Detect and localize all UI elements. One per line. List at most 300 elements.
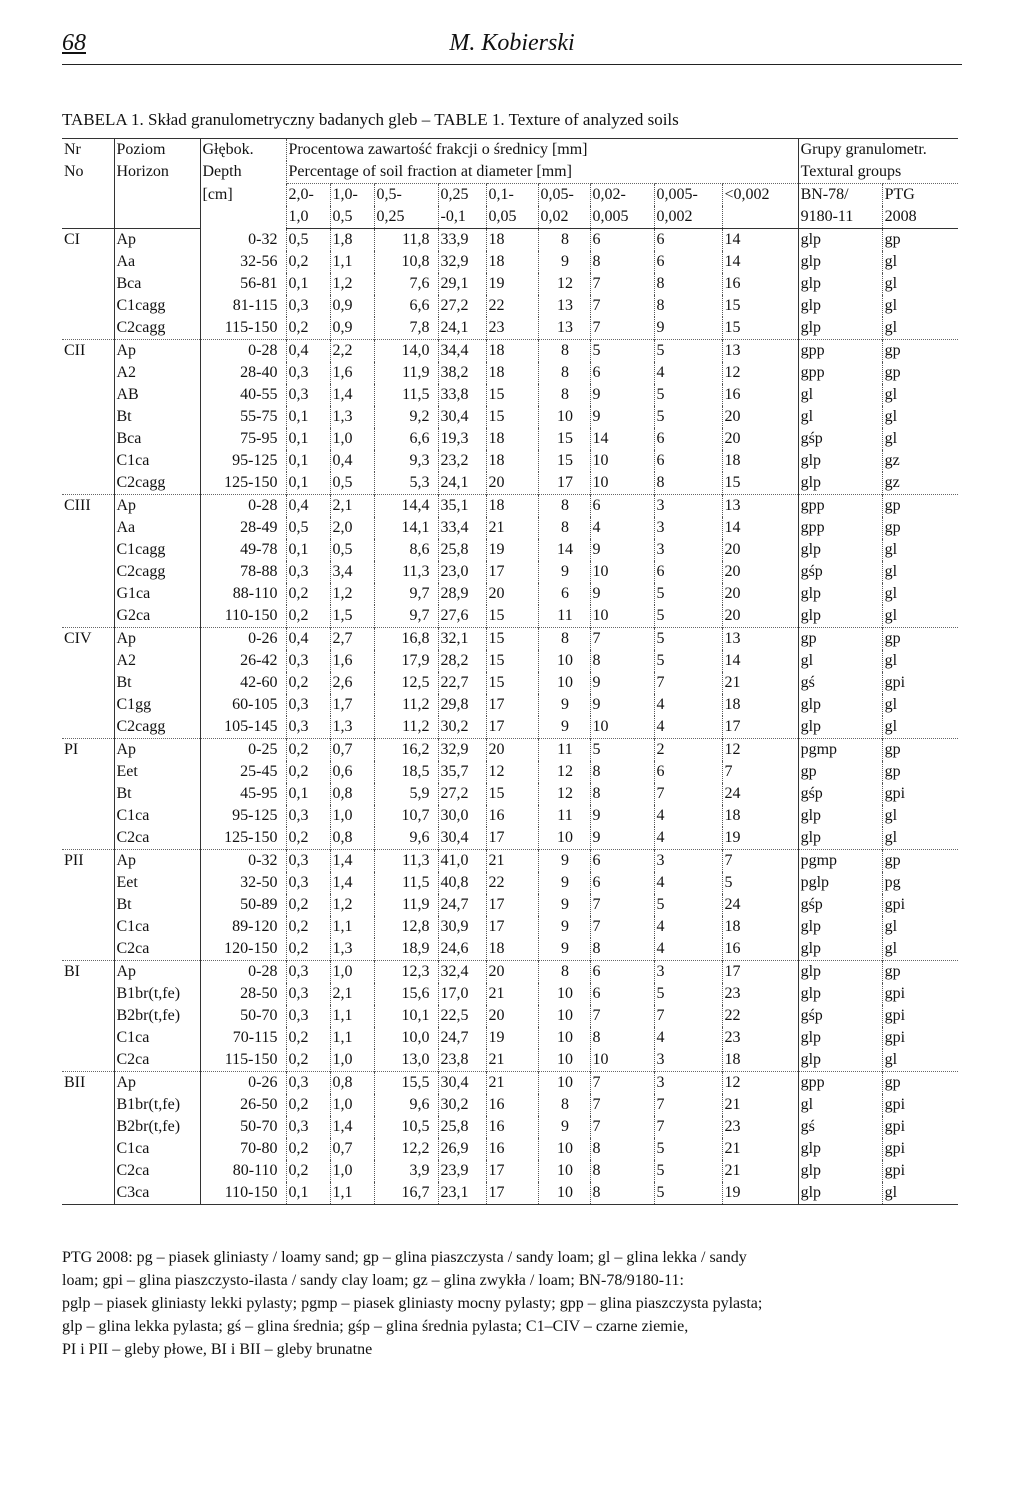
fraction-cell: 23,1 xyxy=(438,1182,486,1205)
profile-id-cell: PII xyxy=(62,850,114,873)
profile-id-cell xyxy=(62,983,114,1005)
page-header xyxy=(62,28,962,65)
table-row xyxy=(62,251,958,273)
depth-cell: 42-60 xyxy=(200,672,286,694)
fraction-cell: 10 xyxy=(538,983,590,1005)
fraction-cell: 4 xyxy=(654,362,722,384)
fraction-cell: 20 xyxy=(486,961,538,984)
fraction-cell: 0,2 xyxy=(286,827,330,850)
horizon-cell: Bt xyxy=(114,406,200,428)
horizon-cell: C2cagg xyxy=(114,716,200,739)
fraction-cell: 0,7 xyxy=(330,739,374,762)
fraction-cell: 0,2 xyxy=(286,251,330,273)
fraction-cell: 13 xyxy=(722,628,798,651)
fraction-cell: 14,4 xyxy=(374,495,438,518)
fraction-cell: 4 xyxy=(590,517,654,539)
fraction-cell: 1,1 xyxy=(330,1182,374,1205)
fraction-cell: 10,0 xyxy=(374,1027,438,1049)
fraction-cell: 0,3 xyxy=(286,1005,330,1027)
horizon-cell: C2cagg xyxy=(114,561,200,583)
group-cell: glp xyxy=(798,983,882,1005)
fraction-cell: 1,1 xyxy=(330,916,374,938)
table-row xyxy=(62,1094,958,1116)
group-cell: gl xyxy=(882,1049,958,1072)
fraction-cell: 8 xyxy=(538,961,590,984)
fraction-cell: 16,8 xyxy=(374,628,438,651)
fraction-cell: 0,8 xyxy=(330,1072,374,1095)
fraction-cell: 17,9 xyxy=(374,650,438,672)
group-cell: gl xyxy=(882,384,958,406)
fraction-cell: 0,2 xyxy=(286,317,330,340)
depth-cell: 50-70 xyxy=(200,1005,286,1027)
fraction-cell: 0,5 xyxy=(286,517,330,539)
fraction-cell: 33,8 xyxy=(438,384,486,406)
fraction-cell: 7 xyxy=(590,628,654,651)
depth-cell: 81-115 xyxy=(200,295,286,317)
group-cell: gś xyxy=(798,1116,882,1138)
fraction-cell: 0,3 xyxy=(286,983,330,1005)
fraction-cell: 18 xyxy=(486,229,538,252)
fraction-cell: 3 xyxy=(654,1072,722,1095)
fraction-cell: 30,4 xyxy=(438,406,486,428)
fraction-cell: 41,0 xyxy=(438,850,486,873)
depth-cell: 0-28 xyxy=(200,961,286,984)
fraction-cell: 10 xyxy=(590,472,654,495)
fraction-cell: 9 xyxy=(654,317,722,340)
depth-cell: 32-56 xyxy=(200,251,286,273)
depth-cell: 45-95 xyxy=(200,783,286,805)
fraction-cell: 15 xyxy=(486,384,538,406)
profile-id-cell xyxy=(62,561,114,583)
group-cell: gl xyxy=(798,406,882,428)
group-cell: gś xyxy=(798,672,882,694)
fraction-cell: 8,6 xyxy=(374,539,438,561)
fraction-cell: 11,2 xyxy=(374,716,438,739)
group-cell: gl xyxy=(882,650,958,672)
fraction-cell: 1,3 xyxy=(330,938,374,961)
fraction-cell: 3 xyxy=(654,539,722,561)
header-fraction-title: Percentage of soil fraction at diameter [mm] xyxy=(286,161,798,184)
fraction-cell: 7 xyxy=(590,916,654,938)
fraction-cell: 10,5 xyxy=(374,1116,438,1138)
horizon-cell: Ap xyxy=(114,229,200,252)
fraction-cell: 13 xyxy=(538,317,590,340)
profile-id-cell: CIII xyxy=(62,495,114,518)
group-cell: gp xyxy=(798,628,882,651)
table-row xyxy=(62,628,958,651)
group-cell: gpp xyxy=(798,495,882,518)
fraction-cell: 5 xyxy=(590,340,654,363)
horizon-cell: Aa xyxy=(114,517,200,539)
fraction-cell: 8 xyxy=(654,273,722,295)
fraction-cell: 5 xyxy=(654,406,722,428)
fraction-cell: 0,2 xyxy=(286,1027,330,1049)
group-cell: gpi xyxy=(882,1094,958,1116)
group-cell: gl xyxy=(882,1182,958,1205)
depth-cell: 75-95 xyxy=(200,428,286,450)
group-cell: gpi xyxy=(882,1005,958,1027)
profile-id-cell xyxy=(62,428,114,450)
table-row xyxy=(62,694,958,716)
fraction-cell: 17 xyxy=(486,894,538,916)
header-fraction: 0,25 xyxy=(438,184,486,207)
depth-cell: 80-110 xyxy=(200,1160,286,1182)
table-row xyxy=(62,894,958,916)
group-cell: glp xyxy=(798,1160,882,1182)
header-groups-title: Grupy granulometr. xyxy=(798,139,958,162)
fraction-cell: 21 xyxy=(722,1094,798,1116)
fraction-cell: 0,3 xyxy=(286,872,330,894)
fraction-cell: 13 xyxy=(722,495,798,518)
group-cell: gpi xyxy=(882,783,958,805)
fraction-cell: 8 xyxy=(590,1182,654,1205)
group-cell: gl xyxy=(882,916,958,938)
fraction-cell: 27,2 xyxy=(438,295,486,317)
fraction-cell: 12,3 xyxy=(374,961,438,984)
fraction-cell: 12,5 xyxy=(374,672,438,694)
group-cell: gpi xyxy=(882,1138,958,1160)
group-cell: gl xyxy=(798,384,882,406)
depth-cell: 0-28 xyxy=(200,495,286,518)
fraction-cell: 1,1 xyxy=(330,251,374,273)
fraction-cell: 20 xyxy=(722,583,798,605)
fraction-cell: 20 xyxy=(722,406,798,428)
header-horizon: Poziom xyxy=(114,139,200,162)
fraction-cell: 18 xyxy=(722,805,798,827)
group-cell: glp xyxy=(798,938,882,961)
fraction-cell: 8 xyxy=(538,229,590,252)
fraction-cell: 14 xyxy=(722,251,798,273)
profile-id-cell xyxy=(62,894,114,916)
table-row xyxy=(62,1005,958,1027)
fraction-cell: 5 xyxy=(654,384,722,406)
fraction-cell: 30,2 xyxy=(438,716,486,739)
fraction-cell: 1,2 xyxy=(330,894,374,916)
profile-id-cell xyxy=(62,872,114,894)
header-fraction: 0,02 xyxy=(538,206,590,229)
horizon-cell: Ap xyxy=(114,340,200,363)
fraction-cell: 0,1 xyxy=(286,539,330,561)
fraction-cell: 30,0 xyxy=(438,805,486,827)
fraction-cell: 9 xyxy=(538,850,590,873)
horizon-cell: C3ca xyxy=(114,1182,200,1205)
horizon-cell: B1br(t,fe) xyxy=(114,983,200,1005)
fraction-cell: 0,1 xyxy=(286,472,330,495)
fraction-cell: 16 xyxy=(486,1138,538,1160)
fraction-cell: 9,3 xyxy=(374,450,438,472)
group-cell: glp xyxy=(798,1138,882,1160)
depth-cell: 78-88 xyxy=(200,561,286,583)
depth-cell: 26-42 xyxy=(200,650,286,672)
group-cell: gl xyxy=(882,273,958,295)
table-row xyxy=(62,583,958,605)
fraction-cell: 23 xyxy=(722,1116,798,1138)
fraction-cell: 0,6 xyxy=(330,761,374,783)
fraction-cell: 1,0 xyxy=(330,961,374,984)
fraction-cell: 3 xyxy=(654,850,722,873)
header-fraction: 2,0- xyxy=(286,184,330,207)
group-cell: glp xyxy=(798,295,882,317)
fraction-cell: 17,0 xyxy=(438,983,486,1005)
fraction-cell: 5 xyxy=(722,872,798,894)
fraction-cell: 1,5 xyxy=(330,605,374,628)
group-cell: gl xyxy=(882,694,958,716)
fraction-cell: 0,5 xyxy=(330,539,374,561)
depth-cell: 0-32 xyxy=(200,850,286,873)
header-group-standard: 2008 xyxy=(882,206,958,229)
depth-cell: 0-26 xyxy=(200,1072,286,1095)
fraction-cell: 10 xyxy=(538,1160,590,1182)
fraction-cell: 16,7 xyxy=(374,1182,438,1205)
group-cell: pg xyxy=(882,872,958,894)
group-cell: gśp xyxy=(798,1005,882,1027)
table-row xyxy=(62,406,958,428)
header-group-standard: 9180-11 xyxy=(798,206,882,229)
fraction-cell: 18 xyxy=(486,495,538,518)
fraction-cell: 2,1 xyxy=(330,983,374,1005)
group-cell: gpi xyxy=(882,1160,958,1182)
fraction-cell: 32,9 xyxy=(438,251,486,273)
fraction-cell: 0,3 xyxy=(286,805,330,827)
fraction-cell: 4 xyxy=(654,694,722,716)
fraction-cell: 0,2 xyxy=(286,1049,330,1072)
header-nr: Nr xyxy=(62,139,114,162)
fraction-cell: 0,5 xyxy=(286,229,330,252)
table-row xyxy=(62,1049,958,1072)
fraction-cell: 7 xyxy=(654,672,722,694)
depth-cell: 105-145 xyxy=(200,716,286,739)
fraction-cell: 0,3 xyxy=(286,961,330,984)
page-number: 68 xyxy=(62,30,86,56)
fraction-cell: 14 xyxy=(722,229,798,252)
fraction-cell: 9 xyxy=(590,694,654,716)
profile-id-cell: BI xyxy=(62,961,114,984)
fraction-cell: 15 xyxy=(722,295,798,317)
fraction-cell: 38,2 xyxy=(438,362,486,384)
fraction-cell: 35,1 xyxy=(438,495,486,518)
fraction-cell: 12 xyxy=(722,362,798,384)
fraction-cell: 7 xyxy=(654,1094,722,1116)
fraction-cell: 32,1 xyxy=(438,628,486,651)
profile-id-cell: PI xyxy=(62,739,114,762)
depth-cell: 115-150 xyxy=(200,1049,286,1072)
fraction-cell: 4 xyxy=(654,872,722,894)
fraction-cell: 9 xyxy=(538,1116,590,1138)
horizon-cell: Ap xyxy=(114,1072,200,1095)
depth-cell: 95-125 xyxy=(200,805,286,827)
table-row xyxy=(62,1138,958,1160)
fraction-cell: 1,4 xyxy=(330,850,374,873)
fraction-cell: 16 xyxy=(722,938,798,961)
fraction-cell: 30,9 xyxy=(438,916,486,938)
depth-cell: 49-78 xyxy=(200,539,286,561)
header-nr: No xyxy=(64,163,84,180)
fraction-cell: 21 xyxy=(486,1072,538,1095)
header-horizon: Horizon xyxy=(114,161,200,184)
footnote-line: glp – glina lekka pylasta; gś – glina średnia; gśp – glina średnia pylasta; C1–CIV – czarne ziemie, xyxy=(62,1318,689,1335)
profile-id-cell xyxy=(62,539,114,561)
fraction-cell: 19,3 xyxy=(438,428,486,450)
profile-id-cell xyxy=(62,1027,114,1049)
fraction-cell: 22,7 xyxy=(438,672,486,694)
header-depth: [cm] xyxy=(200,184,286,229)
fraction-cell: 21 xyxy=(486,850,538,873)
fraction-cell: 0,3 xyxy=(286,1072,330,1095)
header-fraction: 1,0 xyxy=(286,206,330,229)
profile-id-cell xyxy=(62,317,114,340)
horizon-cell: C2ca xyxy=(114,938,200,961)
fraction-cell: 12,8 xyxy=(374,916,438,938)
group-cell: glp xyxy=(798,694,882,716)
table-row xyxy=(62,295,958,317)
fraction-cell: 1,1 xyxy=(330,1027,374,1049)
fraction-cell: 9 xyxy=(590,406,654,428)
horizon-cell: A2 xyxy=(114,650,200,672)
fraction-cell: 0,9 xyxy=(330,295,374,317)
table-row xyxy=(62,1116,958,1138)
profile-id-cell xyxy=(62,805,114,827)
header-fraction: <0,002 xyxy=(722,184,798,207)
fraction-cell: 33,4 xyxy=(438,517,486,539)
fraction-cell: 0,7 xyxy=(330,1138,374,1160)
fraction-cell: 20 xyxy=(722,539,798,561)
group-cell: gpi xyxy=(882,894,958,916)
fraction-cell: 32,4 xyxy=(438,961,486,984)
group-cell: pgmp xyxy=(798,850,882,873)
profile-id-cell xyxy=(62,384,114,406)
fraction-cell: 8 xyxy=(590,783,654,805)
fraction-cell: 7 xyxy=(590,295,654,317)
group-cell: gp xyxy=(882,1072,958,1095)
horizon-cell: B2br(t,fe) xyxy=(114,1116,200,1138)
fraction-cell: 12 xyxy=(538,761,590,783)
fraction-cell: 19 xyxy=(722,1182,798,1205)
fraction-cell: 19 xyxy=(486,273,538,295)
table-row xyxy=(62,362,958,384)
depth-cell: 70-80 xyxy=(200,1138,286,1160)
table-row xyxy=(62,1027,958,1049)
fraction-cell: 28,9 xyxy=(438,583,486,605)
fraction-cell: 0,1 xyxy=(286,1182,330,1205)
group-cell: glp xyxy=(798,716,882,739)
fraction-cell: 10 xyxy=(538,1049,590,1072)
depth-cell: 32-50 xyxy=(200,872,286,894)
fraction-cell: 2,0 xyxy=(330,517,374,539)
fraction-cell: 6 xyxy=(590,495,654,518)
profile-id-cell xyxy=(62,650,114,672)
fraction-cell: 28,2 xyxy=(438,650,486,672)
group-cell: gp xyxy=(882,739,958,762)
depth-cell: 25-45 xyxy=(200,761,286,783)
group-cell: gl xyxy=(882,938,958,961)
fraction-cell: 3 xyxy=(654,517,722,539)
fraction-cell: 7 xyxy=(590,317,654,340)
group-cell: gśp xyxy=(798,561,882,583)
group-cell: gśp xyxy=(798,783,882,805)
fraction-cell: 20 xyxy=(722,561,798,583)
group-cell: gpi xyxy=(882,983,958,1005)
header-depth: Głębok. xyxy=(200,139,286,162)
fraction-cell: 12 xyxy=(538,273,590,295)
horizon-cell: Ap xyxy=(114,628,200,651)
group-cell: gpi xyxy=(882,1116,958,1138)
group-cell: gl xyxy=(882,605,958,628)
fraction-cell: 0,2 xyxy=(286,605,330,628)
fraction-cell: 14,1 xyxy=(374,517,438,539)
fraction-cell: 6 xyxy=(654,251,722,273)
table-row xyxy=(62,805,958,827)
fraction-cell: 6 xyxy=(538,583,590,605)
fraction-cell: 6 xyxy=(590,983,654,1005)
fraction-cell: 10 xyxy=(538,672,590,694)
profile-id-cell xyxy=(62,1005,114,1027)
fraction-cell: 12,2 xyxy=(374,1138,438,1160)
fraction-cell: 10 xyxy=(538,1005,590,1027)
fraction-cell: 9 xyxy=(590,827,654,850)
fraction-cell: 15 xyxy=(722,472,798,495)
fraction-cell: 8 xyxy=(590,1160,654,1182)
fraction-cell: 5 xyxy=(654,1182,722,1205)
header-fraction: 0,005- xyxy=(654,184,722,207)
fraction-cell: 18 xyxy=(722,694,798,716)
fraction-cell: 1,0 xyxy=(330,805,374,827)
fraction-cell: 0,3 xyxy=(286,850,330,873)
fraction-cell: 10 xyxy=(538,406,590,428)
fraction-cell: 8 xyxy=(538,628,590,651)
profile-id-cell: CIV xyxy=(62,628,114,651)
group-cell: glp xyxy=(798,317,882,340)
header-fraction: 0,005 xyxy=(590,206,654,229)
horizon-cell: Bt xyxy=(114,894,200,916)
fraction-cell: 23 xyxy=(486,317,538,340)
fraction-cell: 5 xyxy=(654,894,722,916)
table-row xyxy=(62,229,958,252)
texture-table xyxy=(62,138,958,1205)
horizon-cell: C1cagg xyxy=(114,539,200,561)
footnote-line: PTG 2008: pg – piasek gliniasty / loamy sand; gp – glina piaszczysta / sandy loam; gl – glina lekka / sandy xyxy=(62,1249,747,1266)
fraction-cell: 14 xyxy=(538,539,590,561)
table-row xyxy=(62,472,958,495)
fraction-cell: 0,3 xyxy=(286,362,330,384)
depth-cell: 125-150 xyxy=(200,827,286,850)
fraction-cell: 11,5 xyxy=(374,872,438,894)
fraction-cell: 0,3 xyxy=(286,650,330,672)
group-cell: glp xyxy=(798,229,882,252)
table-header-row xyxy=(62,139,958,162)
profile-id-cell: CII xyxy=(62,340,114,363)
fraction-cell: 23,9 xyxy=(438,1160,486,1182)
fraction-cell: 18 xyxy=(722,1049,798,1072)
header-depth: Depth xyxy=(200,161,286,184)
fraction-cell: 9 xyxy=(538,916,590,938)
group-cell: gl xyxy=(882,428,958,450)
fraction-cell: 0,1 xyxy=(286,273,330,295)
table-row xyxy=(62,273,958,295)
group-cell: gp xyxy=(882,517,958,539)
group-cell: gpi xyxy=(882,1027,958,1049)
fraction-cell: 17 xyxy=(538,472,590,495)
header-fraction: -0,1 xyxy=(438,206,486,229)
group-cell: gp xyxy=(882,495,958,518)
depth-cell: 125-150 xyxy=(200,472,286,495)
fraction-cell: 11,3 xyxy=(374,561,438,583)
fraction-cell: 20 xyxy=(486,583,538,605)
fraction-cell: 7 xyxy=(590,1072,654,1095)
table-row xyxy=(62,983,958,1005)
fraction-cell: 10,1 xyxy=(374,1005,438,1027)
profile-id-cell xyxy=(62,406,114,428)
fraction-cell: 15 xyxy=(486,672,538,694)
